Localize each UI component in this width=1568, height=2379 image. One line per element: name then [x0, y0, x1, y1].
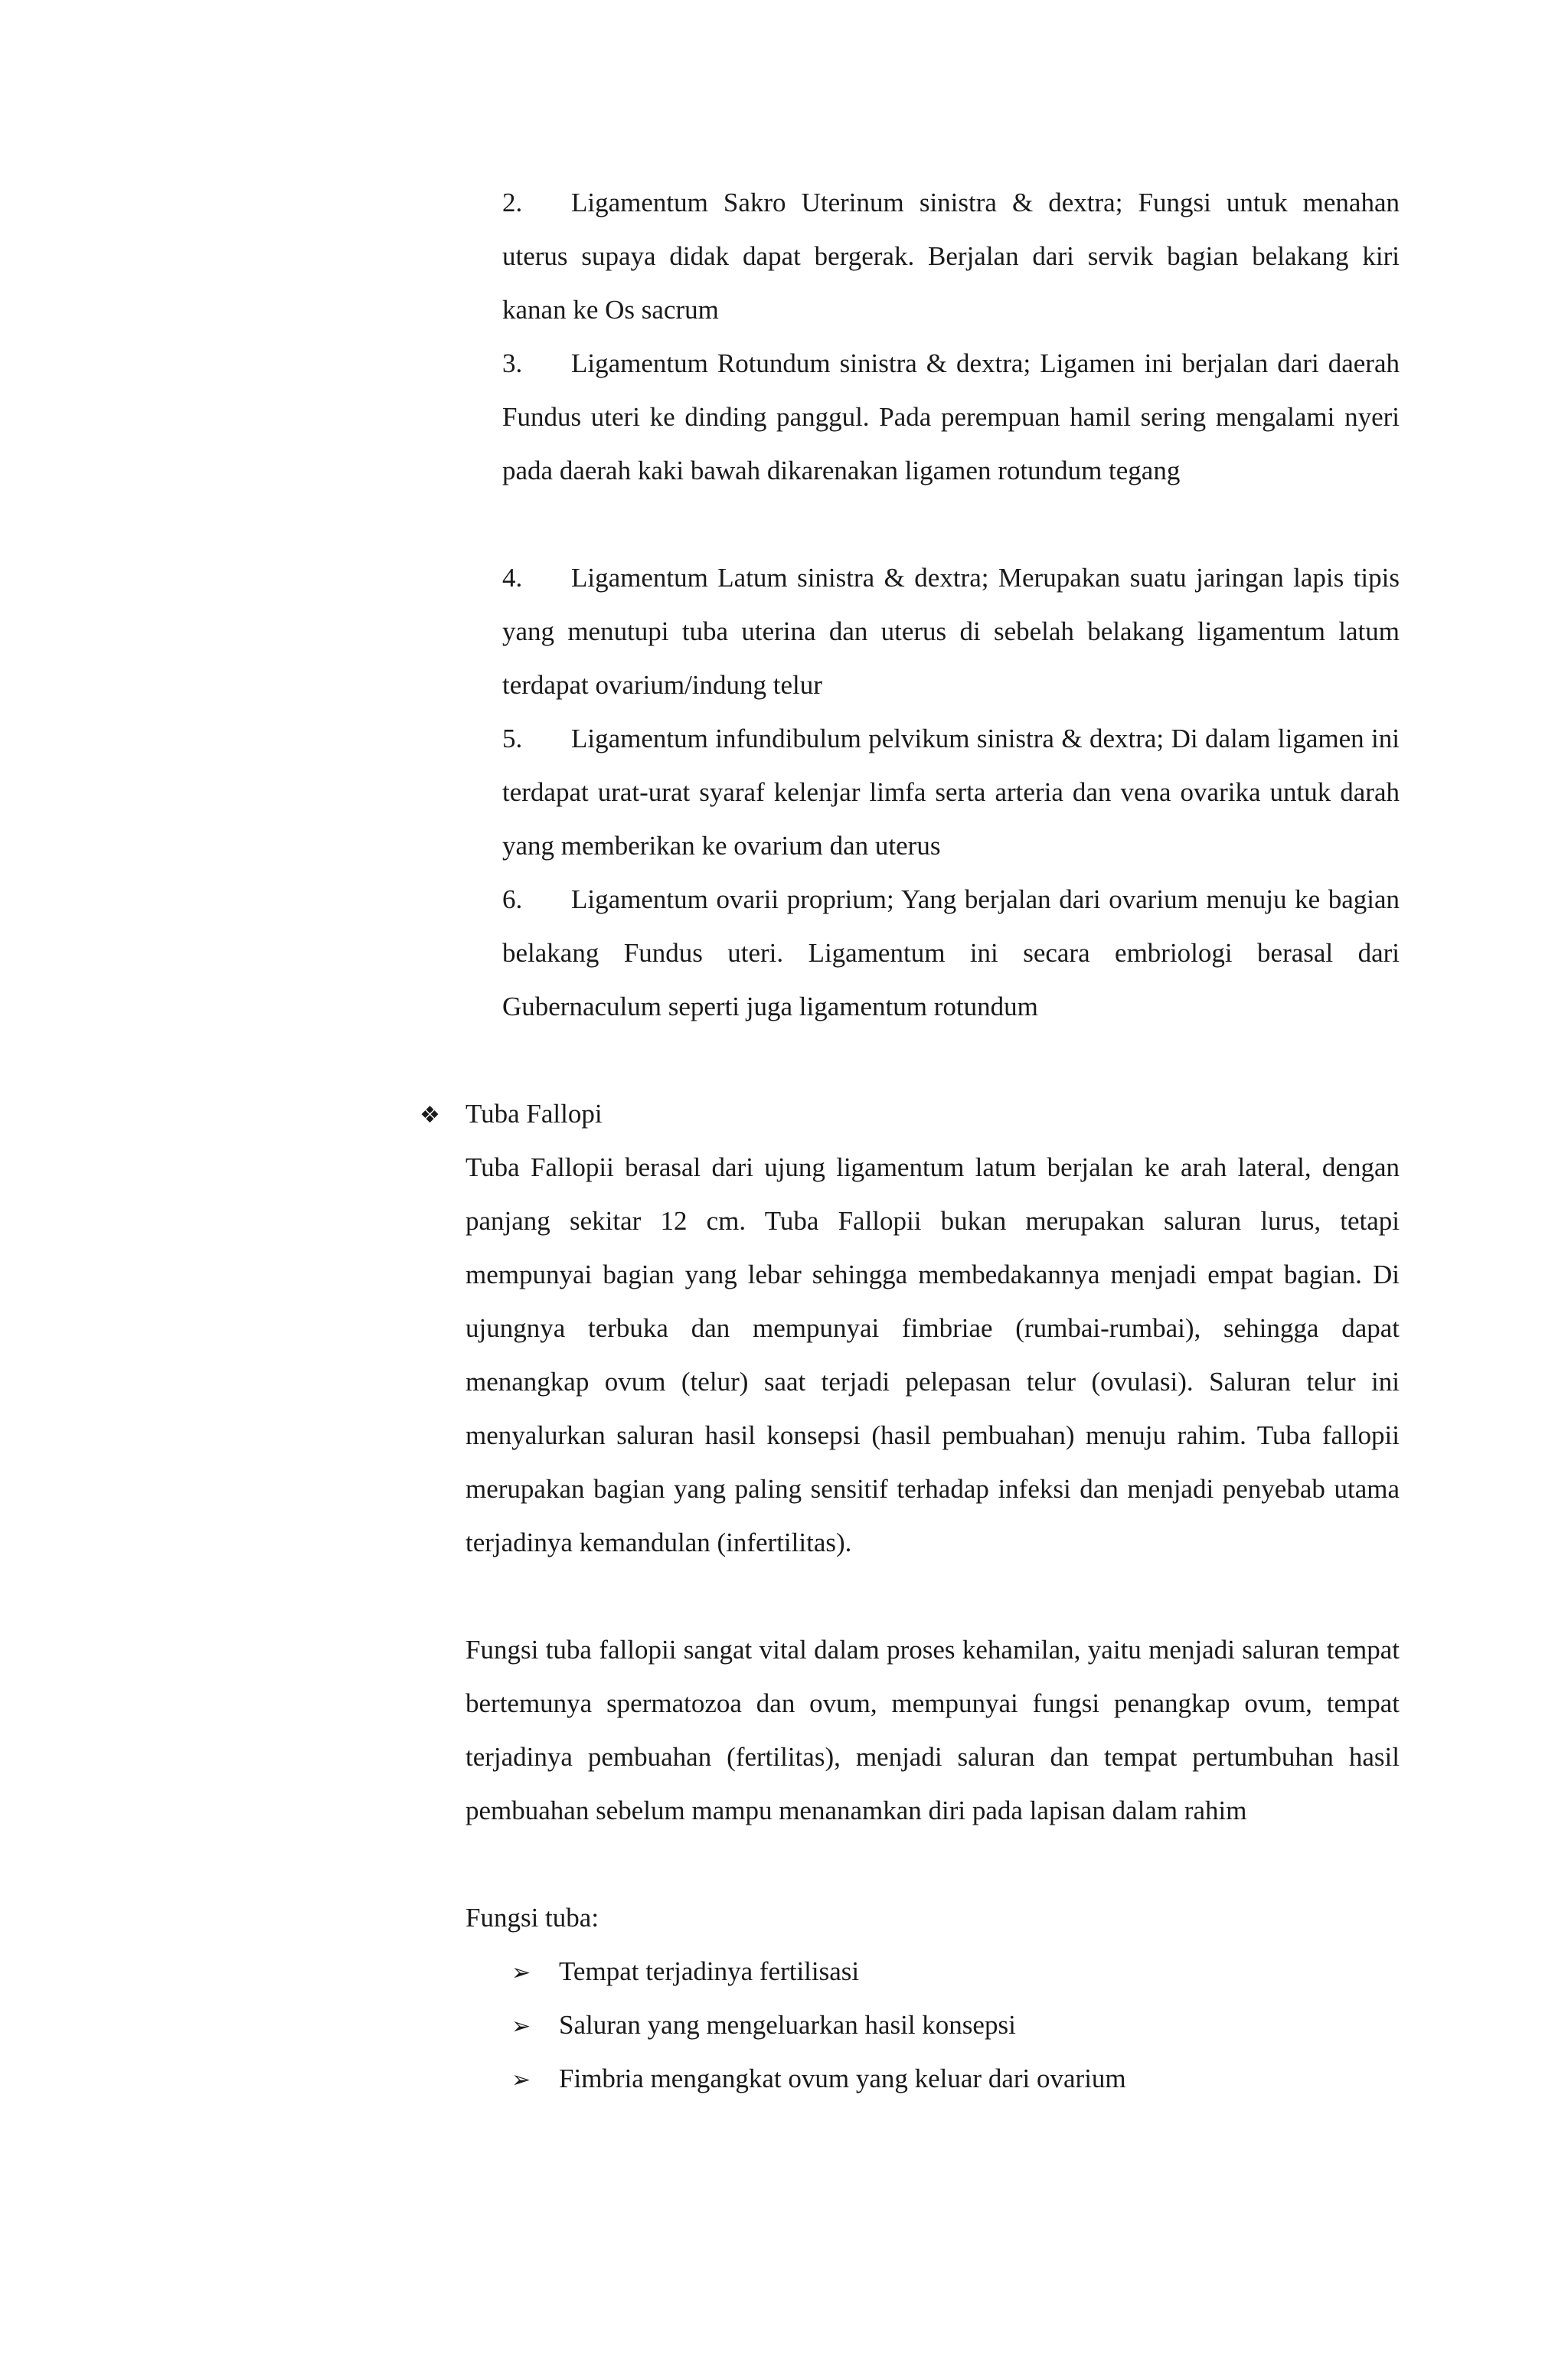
ligament-item-5	[502, 712, 1400, 873]
item-number: 2.	[502, 188, 523, 217]
item-text: Ligamentum ovarii proprium; Yang berjalan dari ovarium menuju ke bagian belakang Fundus uteri. Ligamentum ini secara embriologi berasal dari Gubernaculum seperti juga ligamentum rotundum	[502, 884, 1400, 1021]
arrow-bullet-icon: ➢	[511, 1959, 531, 1986]
item-number: 6.	[502, 884, 523, 914]
diamond-bullet-icon: ❖	[420, 1102, 440, 1129]
item-number: 5.	[502, 724, 523, 753]
arrow-bullet-icon: ➢	[511, 2067, 531, 2093]
item-text: Ligamentum Rotundum sinistra & dextra; Ligamen ini berjalan dari daerah Fundus uteri ke dinding panggul. Pada perempuan hamil sering mengalami nyeri pada daerah kaki bawah dikarenakan ligamen rotundum tegang	[502, 348, 1400, 485]
item-text: Ligamentum infundibulum pelvikum sinistra & dextra; Di dalam ligamen ini terdapat urat-urat syaraf kelenjar limfa serta arteria dan vena ovarika untuk darah yang memberikan ke ovarium dan uterus	[502, 724, 1400, 861]
tuba-paragraph-1: Tuba Fallopii berasal dari ujung ligamentum latum berjalan ke arah lateral, dengan panjang sekitar 12 cm. Tuba Fallopii bukan merupakan saluran lurus, tetapi mempunyai bagian yang lebar sehingga membedakannya menjadi empat bagian. Di ujungnya terbuka dan mempunyai fimbriae (rumbai-rumbai), sehingga dapat menangkap ovum (telur) saat terjadi pelepasan telur (ovulasi). Saluran telur ini menyalurkan saluran hasil konsepsi (hasil pembuahan) menuju rahim. Tuba fallopii merupakan bagian yang paling sensitif terhadap infeksi dan menjadi penyebab utama terjadinya kemandulan (infertilitas).	[466, 1152, 1400, 1557]
tuba-paragraph-2: Fungsi tuba fallopii sangat vital dalam proses kehamilan, yaitu menjadi saluran tempat bertemunya spermatozoa dan ovum, mempunyai fungsi penangkap ovum, tempat terjadinya pembuahan (fertilitas), menjadi saluran dan tempat pertumbuhan hasil pembuahan sebelum mampu menanamkan diri pada lapisan dalam rahim	[466, 1635, 1400, 1825]
fungsi-list-item	[511, 2052, 1354, 2107]
arrow-bullet-icon: ➢	[511, 2013, 531, 2040]
fungsi-list-item	[511, 1998, 1354, 2054]
fungsi-list-item	[511, 1945, 1354, 2000]
ligament-item-4	[502, 551, 1400, 712]
ligament-item-6	[502, 873, 1400, 1034]
fungsi-item-text: Tempat terjadinya fertilisasi	[559, 1956, 860, 1986]
ligament-item-3	[502, 337, 1400, 498]
item-text: Ligamentum Latum sinistra & dextra; Merupakan suatu jaringan lapis tipis yang menutupi tuba uterina dan uterus di sebelah belakang ligamentum latum terdapat ovarium/indung telur	[502, 563, 1400, 700]
item-number: 3.	[502, 348, 523, 378]
item-number: 4.	[502, 563, 523, 593]
section-heading	[420, 1087, 879, 1142]
fungsi-label: Fungsi tuba:	[466, 1903, 599, 1933]
section-title: Tuba Fallopi	[466, 1099, 603, 1129]
fungsi-item-text: Saluran yang mengeluarkan hasil konsepsi	[559, 2010, 1016, 2040]
item-text: Ligamentum Sakro Uterinum sinistra & dextra; Fungsi untuk menahan uterus supaya didak dapat bergerak. Berjalan dari servik bagian belakang kiri kanan ke Os sacrum	[502, 188, 1400, 325]
ligament-item-2	[502, 176, 1400, 337]
fungsi-item-text: Fimbria mengangkat ovum yang keluar dari ovarium	[559, 2064, 1126, 2093]
